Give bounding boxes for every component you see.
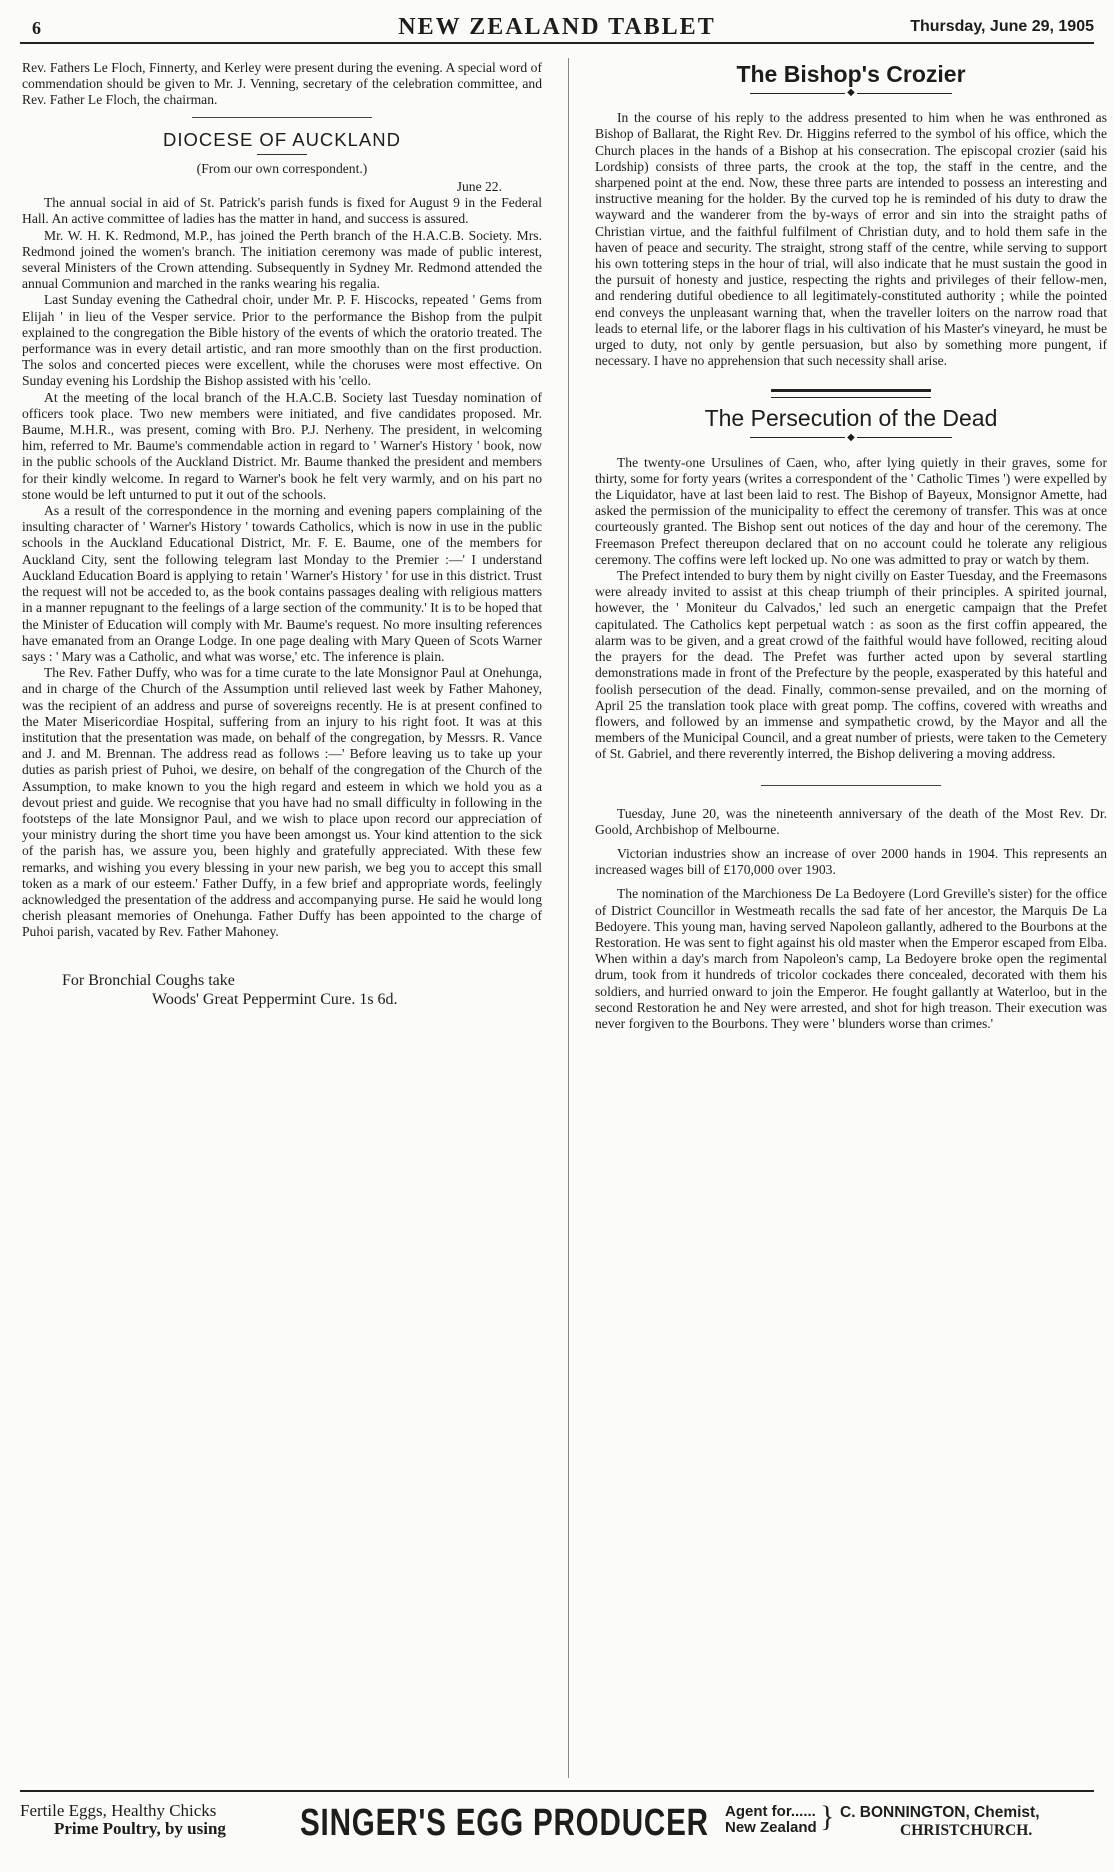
article-paragraph: In the course of his reply to the address presented to him when he was enthroned as Bishop of Ballarat, the Right Rev. Dr. Higgins referred to the symbol of his office, which the Church places in the hands of a Bishop at his consecration. The episcopal crozier (said his Lordship) consists of three parts, the crook at the top, the staff in the centre, and the sharpened point at the end. Now, these three parts are intended to possess an interesting and instructive meaning for the holder. By the curved top he is reminded of his duty to draw the wayward and the wanderer from the by-ways of error and sin into the straight paths of Christian virtue, and the faithful fulfilment of Christian duty, and to hold them safe in the haven of peace and security. The straight, strong staff of the centre, while serving to support his own tottering steps in the hour of trial, will also indicate that he must sustain the good in the pursuit of honesty and justice, respecting the rights and privileges of their fellow-men, and rendering dutiful obedience to all legitimately-constituted authority ; while the pointed end conveys the unpleasant warning that, when the traveller loiters on the narrow road that leads to eternal life, or the laborer flags in his cultivation of his Master's vineyard, he must be urged to duty, not only by gentle persuasion, but also by something more pungent, if necessary. I have no apprehension that such necessity shall arise. bbox=[595, 110, 1107, 369]
diamond-icon: ◆ bbox=[847, 87, 855, 99]
tagline-line-1: Fertile Eggs, Healthy Chicks bbox=[20, 1801, 217, 1820]
footer-tagline bbox=[20, 1802, 226, 1838]
article-paragraph: Mr. W. H. K. Redmond, M.P., has joined the Perth branch of the H.A.C.B. Society. Mrs. Redmond joined the women's branch. The initiation ceremony was made of public interest, several Ministers of the Crown attending. Subsequently in Sydney Mr. Redmond attended the annual Communion and marched in the ranks wearing his regalia. bbox=[22, 227, 542, 292]
news-item: The nomination of the Marchioness De La Bedoyere (Lord Greville's sister) for the office of District Councillor in Westmeath recalls the sad fate of her ancestor, the Marquis De La Bedoyere. This young man, having served Napoleon gallantly, adhered to the Bourbons at the Restoration. He was sent to fight against his old master when the Emperor escaped from Elba. When within a day's march from Napoleon's camp, La Bedoyere broke open the regimental drum, took from it hundreds of tricolor cockades there concealed, decorated with them his soldiers, and hurried onward to join the Emperor. He fought gallantly at Waterloo, but in the second Restoration he and Ney were arrested, and shot for high treason. Their execution was never forgiven to the Bourbons. They were ' blunders worse than crimes.' bbox=[595, 886, 1107, 1031]
tagline-line-2: Prime Poultry, by using bbox=[54, 1819, 226, 1838]
ad-line-1: For Bronchial Coughs take bbox=[62, 971, 235, 989]
footer-advertisement bbox=[20, 1800, 1094, 1860]
article-paragraph: At the meeting of the local branch of the H.A.C.B. Society last Tuesday nomination of officers took place. Two new members were initiated, and five candidates proposed. Mr. Baume, M.H.R., was present, coming with Bro. P.J. Nerheny. The president, in welcoming him, referred to Mr. Baume's commendable action in regard to ' Warner's History ' book, now in the public schools of the Auckland District. Mr. Baume thanked the president and members for their kindly welcome. In regard to Warner's book he felt very warmly, and on his part no stone would be left unturned to put it out of the schools. bbox=[22, 389, 542, 502]
dateline: June 22. bbox=[456, 179, 502, 195]
section-subrule bbox=[257, 154, 307, 155]
article-title-crozier: The Bishop's Crozier bbox=[736, 61, 966, 87]
cough-cure-ad bbox=[62, 971, 542, 1009]
section-title-auckland: DIOCESE OF AUCKLAND bbox=[163, 128, 401, 150]
article-paragraph: The annual social in aid of St. Patrick's parish funds is fixed for August 9 in the Federal Hall. An active committee of ladies has the matter in hand, and success is assured. bbox=[22, 195, 542, 227]
title-ornament bbox=[595, 433, 1107, 443]
title-ornament bbox=[595, 88, 1107, 98]
masthead: NEW ZEALAND TABLET bbox=[398, 14, 716, 40]
ad-line-2: Woods' Great Peppermint Cure. 1s 6d. bbox=[152, 990, 398, 1008]
issue-date: Thursday, June 29, 1905 bbox=[910, 18, 1094, 35]
page-number: 6 bbox=[32, 18, 41, 38]
footer-rule bbox=[20, 1790, 1094, 1792]
intro-paragraph: Rev. Fathers Le Floch, Finnerty, and Kerley were present during the evening. A special word of commendation should be given to Mr. J. Venning, secretary of the celebration committee, and Rev. Father Le Floch, the chairman. bbox=[22, 60, 542, 108]
correspondent-line: (From our own correspondent.) bbox=[196, 160, 368, 176]
article-separator bbox=[761, 785, 941, 786]
column-divider bbox=[568, 58, 569, 1778]
brand-name: SINGER'S EGG PRODUCER bbox=[300, 1802, 709, 1844]
agent-line-1: Agent for...... bbox=[725, 1803, 816, 1820]
article-paragraph: As a result of the correspondence in the morning and evening papers complaining of the insulting character of ' Warner's History ' towards Catholics, which is now in use in the public schools in the Auckland Educational District, Mr. F. E. Baume, one of the members for Auckland City, sent the following telegram last Monday to the Premier :—' I understand Auckland Education Board is applying to retain ' Warner's History ' for use in this district. Trust the request will not be acceded to, as the book contains passages dealing with religious matters in a manner repugnant to the feelings of a large section of the community.' It is to be hoped that the Minister of Education will comply with Mr. Baume's request. No more insulting references have emanated from an Orange Lodge. In one page dealing with Mary Queen of Scots Warner says : ' Mary was a Catholic, and what was worse,' etc. The inference is plain. bbox=[22, 503, 542, 664]
news-item: Tuesday, June 20, was the nineteenth anniversary of the death of the Most Rev. Dr. Goold, Archbishop of Melbourne. bbox=[595, 805, 1107, 837]
chemist-block bbox=[840, 1804, 1040, 1840]
article-paragraph: Last Sunday evening the Cathedral choir, under Mr. P. F. Hiscocks, repeated ' Gems from Elijah ' in lieu of the Vesper service. Prior to the performance the Bishop from the pulpit explained to the congregation the Bible history of the events of which the oratorio treated. The performance was in every detail artistic, and ran more smoothly than on the first production. The solos and concerted pieces were excellent, while the choruses were most effective. On Sunday evening his Lordship the Bishop assisted with his 'cello. bbox=[22, 292, 542, 389]
agent-line-2: New Zealand bbox=[725, 1819, 817, 1836]
chemist-line-2: CHRISTCHURCH. bbox=[900, 1822, 1033, 1839]
article-paragraph: The Prefect intended to bury them by night civilly on Easter Tuesday, and the Freemasons were already invited to assist at this cheap triumph of their principles. A spirited journal, however, the ' Moniteur du Calvados,' led such an energetic campaign that the Prefet capitulated. The Catholics kept perpetual watch : as soon as the first coffin appeared, the alarm was to be given, and a great crowd of the faithful would have followed, reciting aloud the prayers for the dead. The Prefet was further acted upon by several startling demonstrations made in front of the Prefecture by the people, exasperated by this hateful and foolish persecution of the dead. Finally, common-sense prevailed, and on the morning of April 25 the translation took place with great pomp. The coffins, covered with wreaths and flowers, and followed by an immense and sympathetic crowd, by the Mayor and all the members of the Municipal Council, and a great number of priests, were taken to the Cemetery of St. Gabriel, and there reverently interred, the Bishop delivering a moving address. bbox=[595, 568, 1107, 762]
section-rule bbox=[192, 117, 372, 118]
page-header bbox=[20, 8, 1094, 44]
article-title-persecution: The Persecution of the Dead bbox=[704, 405, 998, 432]
agent-label bbox=[725, 1804, 817, 1836]
header-rule bbox=[20, 42, 1094, 44]
chemist-line-1: C. BONNINGTON, Chemist, bbox=[840, 1804, 1040, 1821]
article-paragraph: The Rev. Father Duffy, who was for a time curate to the late Monsignor Paul at Onehunga, and in charge of the Church of the Assumption until relieved last week by Father Mahoney, was the recipient of an address and purse of sovereigns recently. He is at present confined to the Mater Misericordiae Hospital, suffering from an injury to his right foot. It was at this institution that the presentation was made, on behalf of the congregation, by Messrs. R. Vance and J. and M. Brennan. The address read as follows :—' Before leaving us to take up your duties as parish priest of Puhoi, we desire, on behalf of the congregation of the Church of the Assumption, to make known to you the high regard and esteem in which we hold you as a devout priest and guide. We recognise that you have had no small difficulty in following in the footsteps of the late Monsignor Paul, and we wish to place upon record our appreciation of your ministry during the short time you have been amongst us. Your kind attention to the sick of the parish has, we assure you, been highly and gratefully appreciated. With these few remarks, and wishing you every blessing in your new parish, we beg you to accept this small token as a mark of our esteem.' Father Duffy, in a few brief and appropriate words, feelingly acknowledged the presentation of the address and accompanying purse. He said he would long cherish pleasant memories of Onehunga. Father Duffy has been appointed to the charge of Puhoi parish, vacated by Rev. Father Mahoney. bbox=[22, 665, 542, 940]
double-rule bbox=[771, 389, 931, 398]
article-paragraph: The twenty-one Ursulines of Caen, who, after lying quietly in their graves, some for thirty, some for forty years (writes a correspondent of the ' Catholic Times ') were expelled by the Liquidator, have at last been laid to rest. The Bishop of Bayeux, Monsignor Amette, had asked the permission of the municipality to effect the ceremony of transfer. This was at once courteously granted. The Bishop sent out notices of the day and hour of the ceremony. The Freemason Prefect thereupon declared that on no account could he tolerate any religious ceremony. The coffins were left locked up. No one was admitted to pray or watch by them. bbox=[595, 454, 1107, 567]
right-column bbox=[595, 60, 1107, 1032]
left-column bbox=[22, 60, 542, 1009]
diamond-icon: ◆ bbox=[847, 431, 855, 443]
news-item: Victorian industries show an increase of over 2000 hands in 1904. This represents an increased wages bill of £170,000 over 1903. bbox=[595, 845, 1107, 878]
brace-glyph: } bbox=[820, 1800, 835, 1833]
